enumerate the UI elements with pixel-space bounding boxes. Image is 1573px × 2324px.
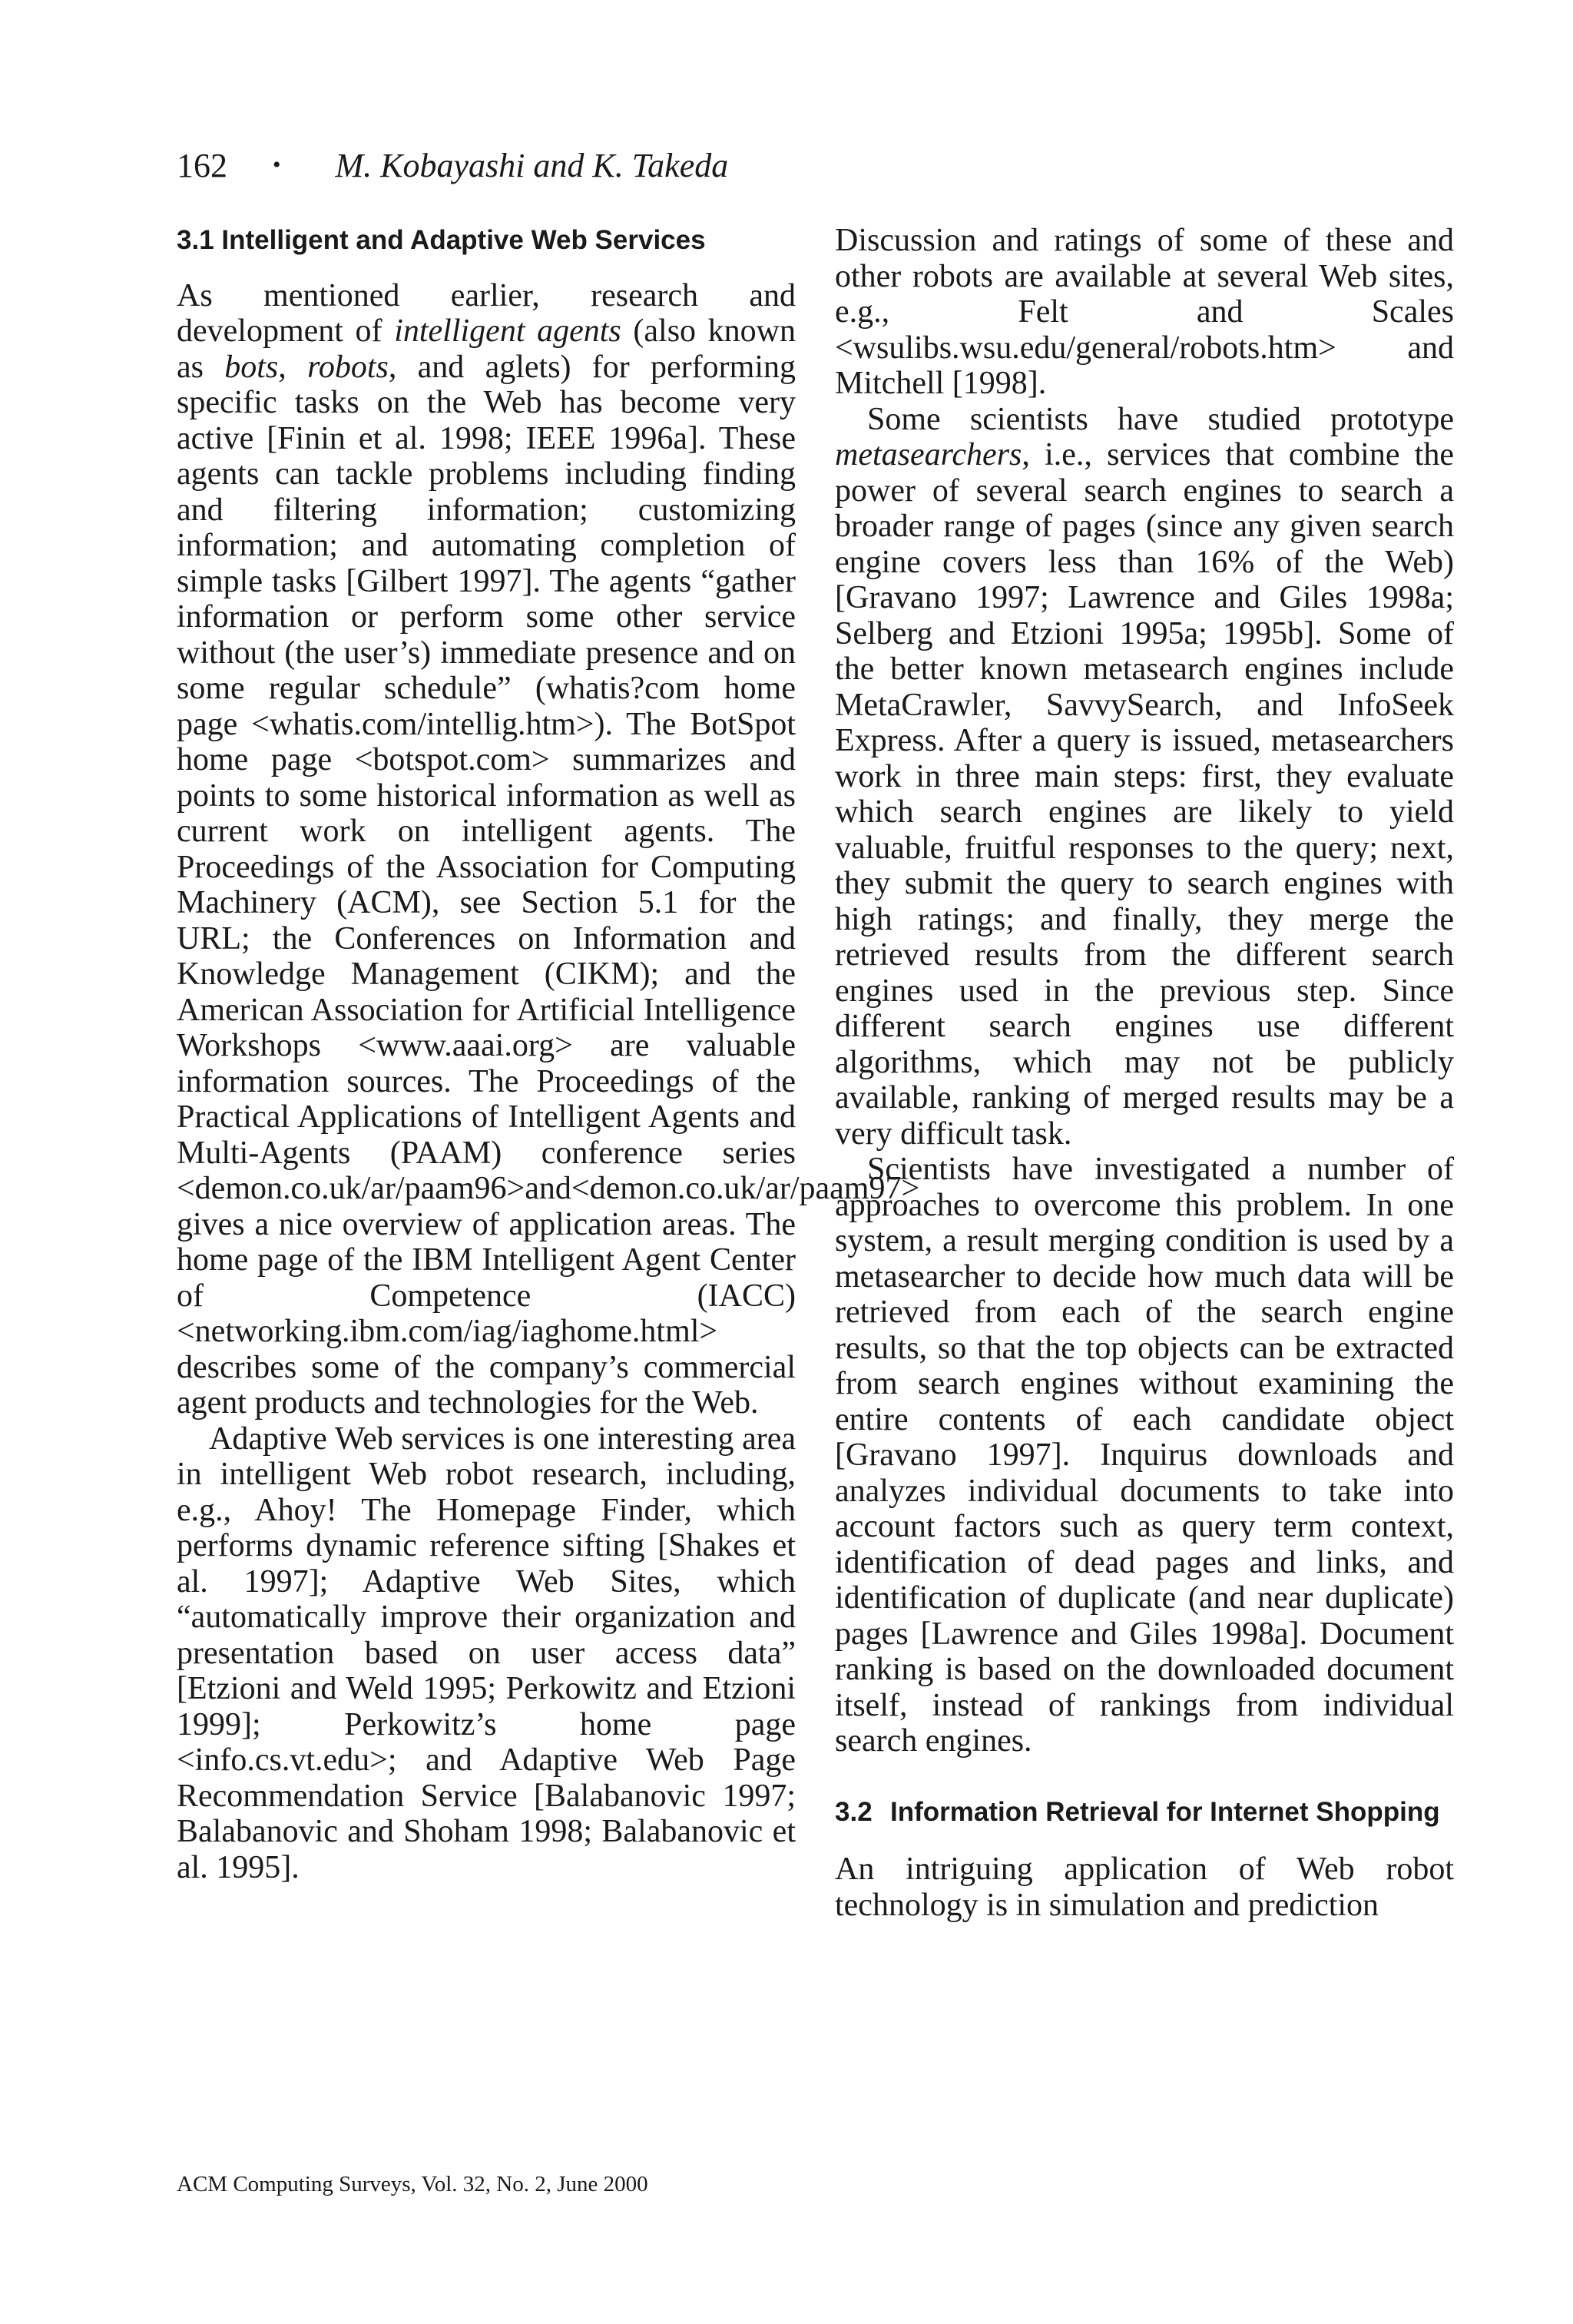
italic-term: metasearchers <box>835 437 1022 472</box>
journal-footer: ACM Computing Surveys, Vol. 32, No. 2, June 2000 <box>177 2172 648 2196</box>
page-number: 162 <box>177 147 227 184</box>
paragraph: Some scientists have studied prototype metasearchers, i.e., services that combine the power of several search engines to search a broader range of pages (since any given search engine covers less than 16% of the Web) [Gravano 1997; Lawrence and Giles 1998a; Selberg and Etzioni 1995a; 1995b]. Some of the better known metasearch engines include MetaCrawler, SavvySearch, and InfoSeek Express. After a query is issued, metasearchers work in three main steps: first, they evaluate which search engines are likely to yield valuable, fruitful responses to the query; next, they submit the query to search engines with high ratings; and finally, they merge the retrieved results from the different search engines used in the previous step. Since different search engines use different algorithms, which may not be publicly available, ranking of merged results may be a very difficult task. <box>835 401 1454 1152</box>
italic-term: intelligent agents <box>394 313 621 349</box>
running-header-authors: M. Kobayashi and K. Takeda <box>335 147 729 184</box>
paragraph: As mentioned earlier, research and development of intelligent agents (also known as bots, robots, and aglets) for performing specific tasks on the Web has become very active [Finin et al. 1998; IEEE 1996a]. These agents can tackle problems including finding and filtering information; customizing information; and automating completion of simple tasks [Gilbert 1997]. The agents “gather information or perform some other service without (the user’s) immediate presence and on some regular schedule” (whatis?com home page <whatis.com/intellig.htm>). The BotSpot home page <botspot.com> summarizes and points to some historical information as well as current work on intelligent agents. The Proceedings of the Association for Computing Machinery (ACM), see Section 5.1 for the URL; the Conferences on Information and Knowledge Management (CIKM); and the American Association for Artificial Intelligence Workshops <www.aaai.org> are valuable information sources. The Proceedings of the Practical Applications of Intelligent Agents and Multi-Agents (PAAM) conference series <demon.co.uk/ar/paam96>and<demon.co.uk/ar/paam97> gives a nice overview of application areas. The home page of the IBM Intelligent Agent Center of Competence (IACC) <networking.ibm.com/iag/iaghome.html> describes some of the company’s commercial agent products and technologies for the Web. <box>177 277 920 1421</box>
paragraph: Adaptive Web services is one interesting area in intelligent Web robot research, including, e.g., Ahoy! The Homepage Finder, which performs dynamic reference sifting [Shakes et al. 1997]; Adaptive Web Sites, which “automatically improve their organization and presentation based on user access data” [Etzioni and Weld 1995; Perkowitz and Etzioni 1999]; Perkowitz’s home page <info.cs.vt.edu>; and Adaptive Web Page Recommendation Service [Balabanovic 1997; Balabanovic and Shoham 1998; Balabanovic et al. 1995]. <box>177 1421 796 1885</box>
paragraph: Scientists have investigated a number of approaches to overcome this problem. In one system, a result merging condition is used by a metasearcher to decide how much data will be retrieved from each of the search engine results, so that the top objects can be extracted from search engines without examining the entire contents of each candidate object [Gravano 1997]. Inquirus downloads and analyzes individual documents to take into account factors such as query term context, identification of dead pages and links, and identification of duplicate (and near duplicate) pages [Lawrence and Giles 1998a]. Document ranking is based on the downloaded document itself, instead of rankings from individual search engines. <box>835 1152 1454 1759</box>
paragraph: Discussion and ratings of some of these and other robots are available at several Web sites, e.g., Felt and Scales <wsulibs.wsu.edu/general/robots.htm> and Mitchell [1998]. <box>835 223 1454 401</box>
header-bullet: • <box>273 152 281 177</box>
section-number: 3.1 <box>177 225 214 255</box>
paragraph: An intriguing application of Web robot technology is in simulation and prediction <box>835 1852 1454 1923</box>
right-column <box>835 223 1454 1923</box>
section-title: Intelligent and Adaptive Web Services <box>221 225 706 255</box>
section-number: 3.2 <box>835 1796 873 1827</box>
italic-term: robots <box>307 349 389 385</box>
running-header <box>177 146 728 185</box>
section-heading-3-2 <box>835 1795 1454 1831</box>
italic-term: bots <box>224 349 279 385</box>
section-title: Information Retrieval for Internet Shopping <box>890 1796 1440 1827</box>
section-heading-3-1 <box>177 223 796 259</box>
